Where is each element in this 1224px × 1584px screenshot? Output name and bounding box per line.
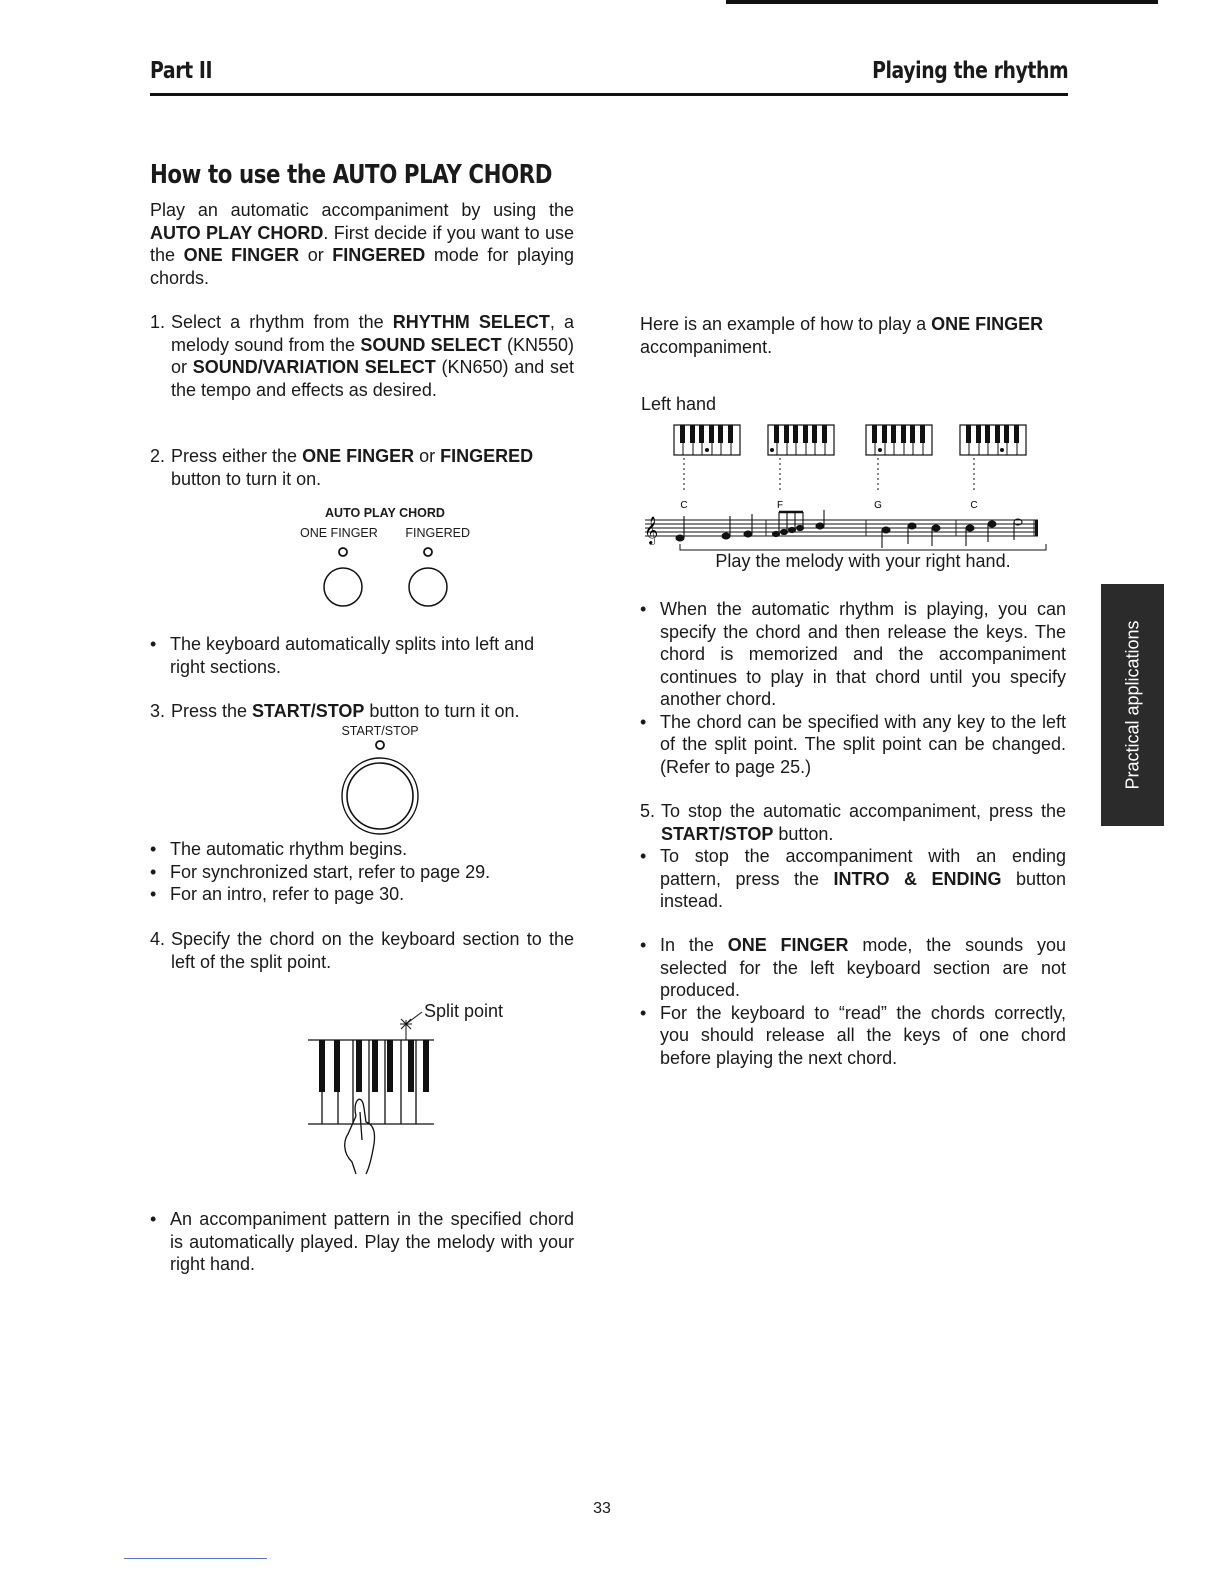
- mini-keyboard-f: [768, 425, 834, 455]
- start-stop-led-icon: [376, 741, 384, 749]
- start-stop-button[interactable]: [347, 763, 413, 829]
- step-2: 2. Press either the ONE FINGER or FINGERED button to turn it on.: [150, 446, 534, 489]
- fingered-led-icon: [424, 548, 432, 556]
- melody-notes: [676, 510, 1022, 548]
- header-rule: [150, 93, 1068, 96]
- step-3: 3. Press the START/STOP button to turn it on.: [150, 701, 520, 721]
- header-section: Playing the rhythm: [871, 58, 1068, 84]
- right-bullets-1: [640, 598, 1066, 778]
- list-item: • When the automatic rhythm is playing, you can specify the chord and then release the keys. The chord is memorized and the accompaniment continues to play in that chord until you specify another chord.: [640, 599, 1066, 709]
- melody-bracket: [680, 544, 1046, 550]
- split-point-label: Split point: [424, 1001, 504, 1021]
- auto-play-chord-panel: [300, 506, 470, 540]
- list-item: • For synchronized start, refer to page 29.: [150, 861, 491, 882]
- list-item: • In the ONE FINGER mode, the sounds you selected for the left keyboard section are not produced.: [640, 935, 1066, 1000]
- music-staff: [645, 520, 1038, 536]
- bullet-split: • The keyboard automatically splits into left and right sections.: [150, 634, 535, 677]
- fingered-button[interactable]: [409, 568, 447, 606]
- example-intro: Here is an example of how to play a ONE FINGER accompaniment.: [640, 314, 1044, 357]
- melody-caption: Play the melody with your right hand.: [715, 551, 1011, 571]
- side-tab-label: Practical applications: [1122, 620, 1142, 790]
- start-stop-ring-icon: [342, 758, 418, 834]
- page-number: 33: [593, 1500, 611, 1517]
- split-marker-icon: [400, 1012, 422, 1040]
- intro-paragraph: Play an automatic accompaniment by using the AUTO PLAY CHORD. First decide if you want to use the ONE FINGER or FINGERED mode for playing chords.: [150, 200, 574, 288]
- chord-label: C: [970, 500, 978, 511]
- header-part: Part II: [150, 58, 213, 84]
- one-finger-button[interactable]: [324, 568, 362, 606]
- mini-keyboard-g: [866, 425, 932, 455]
- top-edge-rule: [726, 0, 1158, 4]
- list-item: • For the keyboard to “read” the chords correctly, you should release all the keys of one chord before playing the next chord.: [640, 1002, 1066, 1068]
- one-finger-label: ONE FINGER: [300, 526, 378, 540]
- one-finger-led-icon: [339, 548, 347, 556]
- start-stop-label: START/STOP: [341, 724, 419, 738]
- step-1: 1. Select a rhythm from the RHYTHM SELECT, a melody sound from the SOUND SELECT (KN550) or SOUND/VARIATION SELECT (KN650) and set the tempo and effects as desired.: [150, 312, 575, 400]
- page-title: How to use the AUTO PLAY CHORD: [150, 160, 553, 190]
- apc-buttons: [300, 545, 470, 610]
- mini-keyboard-c2: [960, 425, 1026, 455]
- chord-label: G: [874, 500, 882, 511]
- left-hand-label: Left hand: [641, 394, 717, 414]
- mini-keyboard-c: [674, 425, 740, 455]
- hand-icon: [345, 1099, 375, 1174]
- start-stop-graphic: [330, 738, 430, 838]
- split-point-keyboard-illustration: [300, 1000, 450, 1175]
- list-item: • The automatic rhythm begins.: [150, 839, 408, 859]
- right-bullets-2: [640, 934, 1066, 1069]
- list-item: • For an intro, refer to page 30.: [150, 884, 405, 904]
- step-5: 5. To stop the automatic accompaniment, press the START/STOP button.: [640, 801, 1066, 844]
- list-item: • The chord can be specified with any key to the left of the split point. The split point can be changed. (Refer to page 25.): [640, 711, 1066, 777]
- side-tab[interactable]: [1101, 584, 1164, 826]
- step-4: 4. Specify the chord on the keyboard section to the left of the split point.: [150, 929, 574, 972]
- rhythm-bullets: [150, 838, 574, 906]
- treble-clef-icon: 𝄞: [644, 517, 659, 544]
- footer-rule: [124, 1558, 267, 1559]
- chord-label: F: [776, 500, 784, 511]
- chord-label: C: [680, 500, 688, 511]
- fingered-label: FINGERED: [405, 526, 470, 540]
- panel-title: AUTO PLAY CHORD: [325, 506, 445, 520]
- bullet-stop: • To stop the accompaniment with an ending pattern, press the INTRO & ENDING button instead.: [640, 846, 1066, 911]
- bullet-accompaniment: • An accompaniment pattern in the specified chord is automatically played. Play the melody with your right hand.: [150, 1209, 574, 1274]
